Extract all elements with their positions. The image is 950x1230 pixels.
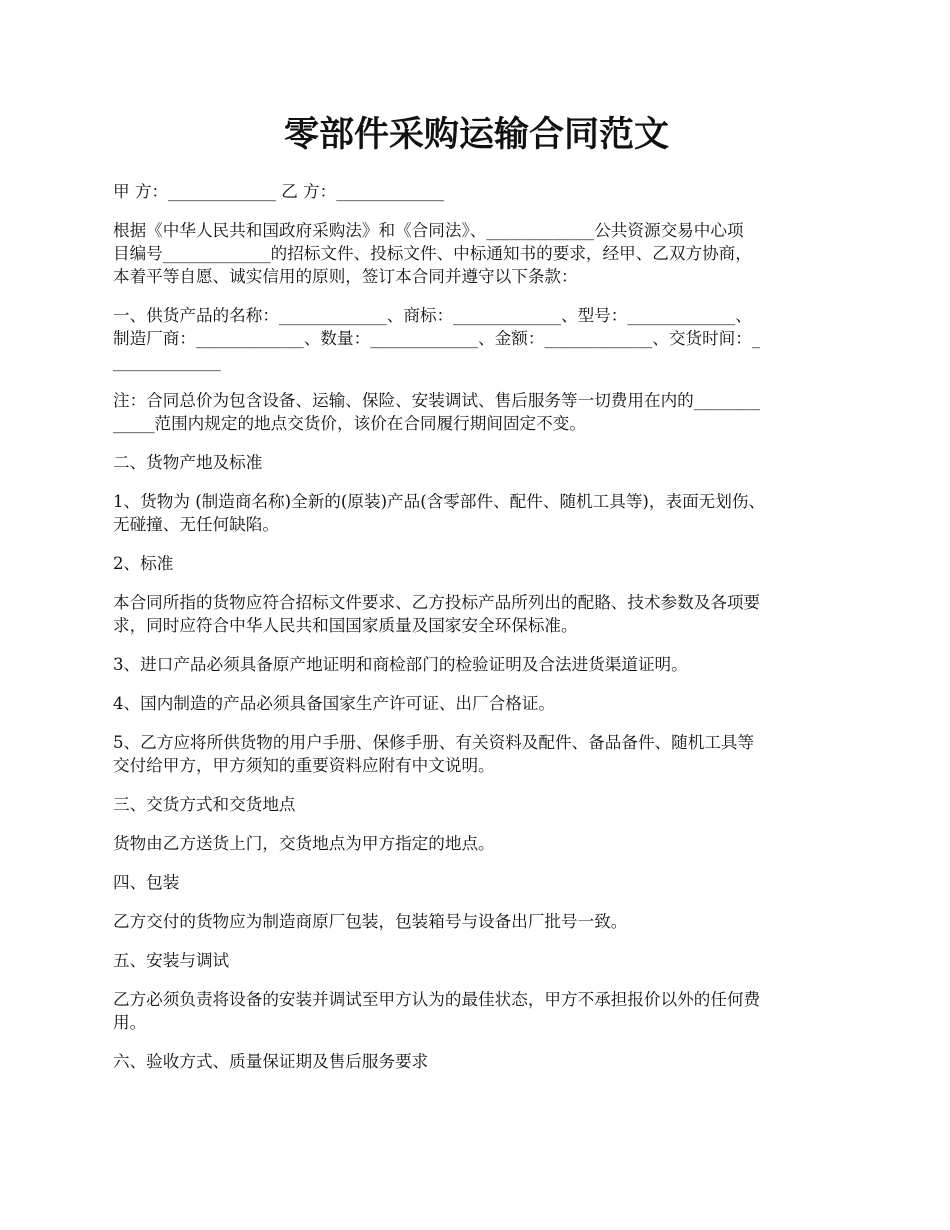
item-1-paragraph xyxy=(113,490,840,536)
text-line: 四、包装 xyxy=(113,873,180,892)
document-title: 零部件采购运输合同范文 xyxy=(283,114,669,155)
note-paragraph xyxy=(113,389,840,435)
text-line: 六、验收方式、质量保证期及售后服务要求 xyxy=(113,1052,429,1071)
item-2-heading xyxy=(113,552,840,575)
text-line: 乙方交付的货物应为制造商原厂包装，包装箱号与设备出厂批号一致。 xyxy=(113,912,628,931)
preamble-paragraph xyxy=(113,219,840,288)
text-line: 1、货物为 (制造商名称)全新的(原装)产品(含零部件、配件、随机工具等)，表面无划伤、 xyxy=(113,492,766,511)
text-line: 根据《中华人民共和国政府采购法》和《合同法》、_____________公共资源交易中心项 xyxy=(113,221,744,240)
text-line: 3、进口产品必须具备原产地证明和商检部门的检验证明及合法进货渠道证明。 xyxy=(113,655,688,674)
delivery-paragraph xyxy=(113,832,840,855)
standard-paragraph xyxy=(113,591,840,637)
text-line: 本着平等自愿、诚实信用的原则，签订本合同并遵守以下条款： xyxy=(113,267,578,286)
text-line: _____范围内规定的地点交货价，该价在合同履行期间固定不变。 xyxy=(113,414,586,433)
section-2-heading xyxy=(113,451,840,474)
text-line: 制造厂商：_____________、数量：_____________、金额：_____________、交货时间：_ xyxy=(113,329,761,348)
packaging-paragraph xyxy=(113,910,840,933)
text-line: 目编号_____________的招标文件、投标文件、中标通知书的要求，经甲、乙双方协商， xyxy=(113,244,752,263)
text-line: 求，同时应符合中华人民共和国国家质量及国家安全环保标准。 xyxy=(113,616,578,635)
text-line: _____________ xyxy=(113,352,221,371)
text-line: 用。 xyxy=(113,1013,147,1032)
item-3-paragraph xyxy=(113,653,840,676)
section-5-heading xyxy=(113,949,840,972)
text-line: 2、标准 xyxy=(113,554,174,573)
item-5-paragraph xyxy=(113,731,840,777)
section-1-paragraph xyxy=(113,304,840,373)
text-line: 本合同所指的货物应符合招标文件要求、乙方投标产品所列出的配賂、技术参数及各项要 xyxy=(113,593,761,612)
section-6-heading xyxy=(113,1050,840,1073)
section-4-heading xyxy=(113,871,840,894)
text-line: 交付给甲方，甲方须知的重要资料应附有中文说明。 xyxy=(113,756,495,775)
text-line: 无碰撞、无任何缺陷。 xyxy=(113,515,279,534)
text-line: 4、国内制造的产品必须具备国家生产许可证、出厂合格证。 xyxy=(113,694,555,713)
text-line: 注：合同总价为包含设备、运输、保险、安装调试、售后服务等一切费用在内的________ xyxy=(113,391,761,410)
text-line: 货物由乙方送货上门，交货地点为甲方指定的地点。 xyxy=(113,834,495,853)
section-3-heading xyxy=(113,793,840,816)
text-line: 乙方必须负责将设备的安装并调试至甲方认为的最佳状态，甲方不承担报价以外的任何费 xyxy=(113,990,761,1009)
party-line xyxy=(113,180,840,203)
text-line: 5、乙方应将所供货物的用户手册、保修手册、有关资料及配件、备品备件、随机工具等 xyxy=(113,733,755,752)
item-4-paragraph xyxy=(113,692,840,715)
text-line: 一、供货产品的名称：_____________、商标：_____________、型号：_____________、 xyxy=(113,306,752,325)
text-line: 二、货物产地及标准 xyxy=(113,453,263,472)
installation-paragraph xyxy=(113,988,840,1034)
text-line: 五、安装与调试 xyxy=(113,951,230,970)
text-line: 甲 方：_____________ 乙 方：_____________ xyxy=(113,182,445,201)
text-line: 三、交货方式和交货地点 xyxy=(113,795,296,814)
